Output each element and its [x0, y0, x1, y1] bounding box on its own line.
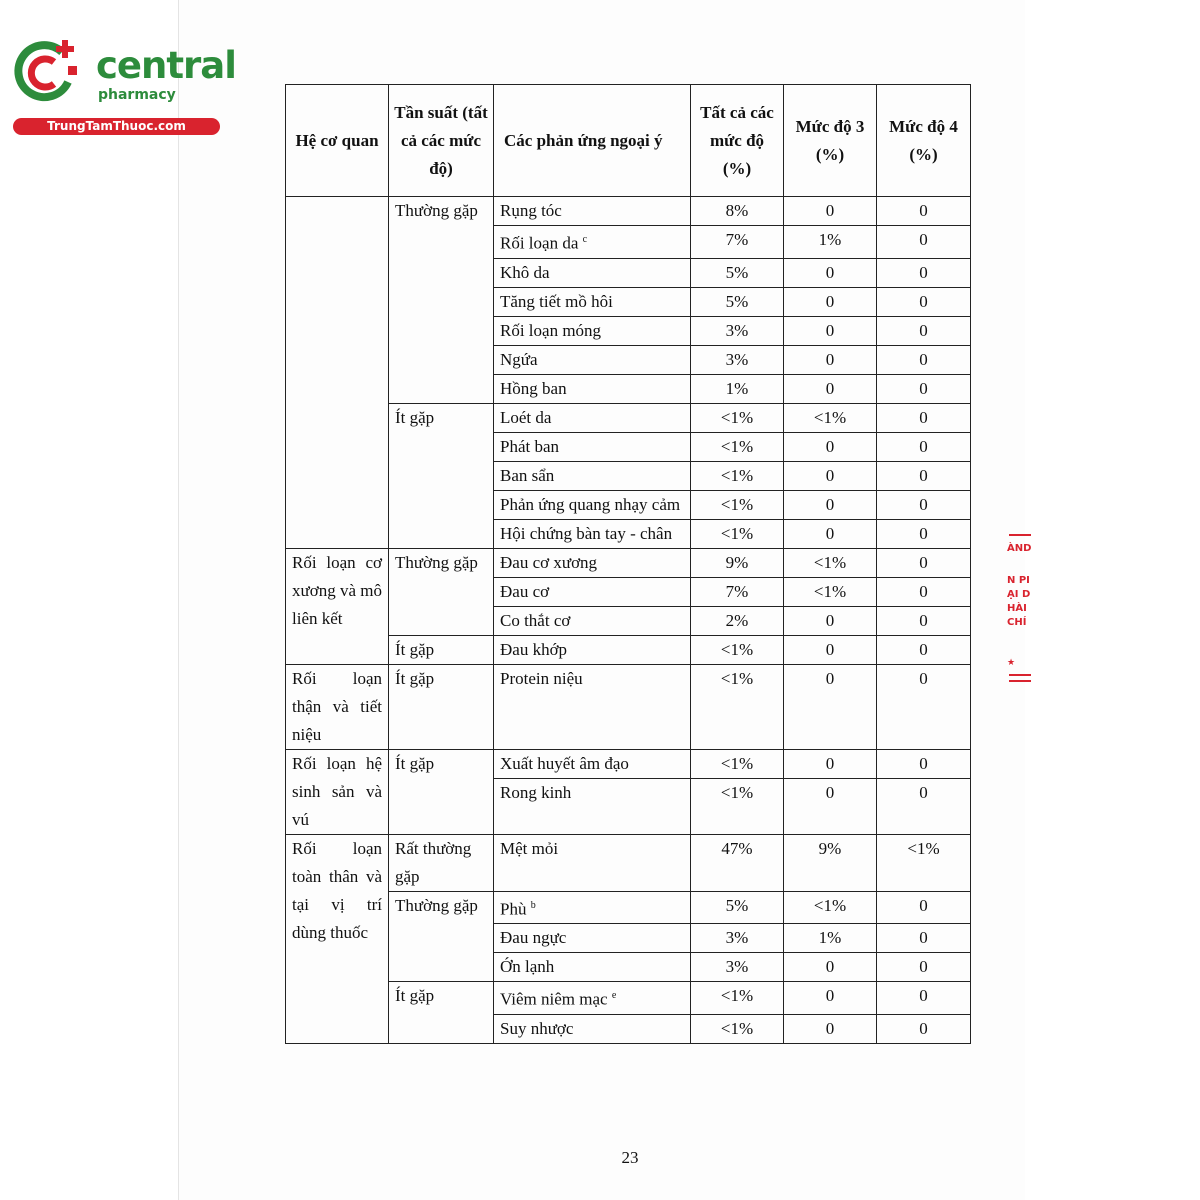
- frequency-cell: Thường gặp: [389, 891, 494, 982]
- reaction-text: Viêm niêm mạc: [500, 989, 608, 1009]
- all-grades-cell: <1%: [691, 461, 784, 490]
- table-row: [286, 834, 971, 891]
- reaction-cell: [494, 226, 691, 259]
- footnote-marker: e: [611, 990, 617, 1002]
- grade-4-cell: 0: [877, 548, 971, 577]
- grade-4-cell: 0: [877, 577, 971, 606]
- grade-3-cell: 0: [784, 258, 877, 287]
- grade-3-cell: 0: [784, 316, 877, 345]
- grade-4-cell: 0: [877, 982, 971, 1015]
- grade-4-cell: 0: [877, 197, 971, 226]
- reaction-cell: Hội chứng bàn tay - chân: [494, 519, 691, 548]
- reaction-cell: Tăng tiết mồ hôi: [494, 287, 691, 316]
- footnote-marker: c: [582, 234, 588, 245]
- all-grades-cell: 1%: [691, 374, 784, 403]
- grade-4-cell: 0: [877, 953, 971, 982]
- header-frequency: Tần suất (tất cả các mức độ): [389, 85, 494, 197]
- all-grades-cell: 2%: [691, 606, 784, 635]
- stamp-text: ẠI D: [1007, 589, 1031, 600]
- header-all-grades: Tất cả các mức độ (%): [691, 85, 784, 197]
- all-grades-cell: <1%: [691, 778, 784, 834]
- reaction-cell: Rong kinh: [494, 778, 691, 834]
- header-organ-system: Hệ cơ quan: [286, 85, 389, 197]
- reaction-cell: Phản ứng quang nhạy cảm: [494, 490, 691, 519]
- organ-cell: [286, 197, 389, 549]
- all-grades-cell: 7%: [691, 226, 784, 259]
- reaction-cell: Đau khớp: [494, 635, 691, 664]
- stamp-line: [1009, 674, 1031, 676]
- central-pharmacy-logo-icon: [10, 36, 82, 108]
- all-grades-cell: <1%: [691, 403, 784, 432]
- frequency-cell: Ít gặp: [389, 635, 494, 664]
- reaction-text: Phù: [500, 899, 527, 919]
- red-stamp: [1003, 530, 1033, 690]
- grade-4-cell: 0: [877, 778, 971, 834]
- reaction-cell: Co thắt cơ: [494, 606, 691, 635]
- reaction-cell: Protein niệu: [494, 664, 691, 749]
- table-row: [286, 635, 971, 664]
- reaction-cell: [494, 982, 691, 1015]
- grade-3-cell: 1%: [784, 226, 877, 259]
- reaction-cell: Đau cơ: [494, 577, 691, 606]
- reaction-cell: Rụng tóc: [494, 197, 691, 226]
- reaction-cell: Khô da: [494, 258, 691, 287]
- all-grades-cell: <1%: [691, 490, 784, 519]
- all-grades-cell: 9%: [691, 548, 784, 577]
- table-row: [286, 982, 971, 1015]
- grade-3-cell: <1%: [784, 891, 877, 924]
- frequency-cell: Ít gặp: [389, 403, 494, 548]
- grade-3-cell: 0: [784, 345, 877, 374]
- grade-3-cell: <1%: [784, 403, 877, 432]
- grade-3-cell: 0: [784, 1014, 877, 1043]
- reaction-cell: Phát ban: [494, 432, 691, 461]
- frequency-cell: Ít gặp: [389, 982, 494, 1044]
- grade-4-cell: 0: [877, 1014, 971, 1043]
- grade-4-cell: 0: [877, 403, 971, 432]
- organ-cell: Rối loạn toàn thân và tại vị trí dùng thuốc: [286, 834, 389, 1043]
- right-margin: [1025, 0, 1200, 1200]
- brand-site-banner: TrungTamThuoc.com: [13, 118, 220, 135]
- reaction-cell: Ớn lạnh: [494, 953, 691, 982]
- grade-4-cell: 0: [877, 374, 971, 403]
- frequency-cell: Thường gặp: [389, 548, 494, 635]
- grade-4-cell: 0: [877, 519, 971, 548]
- page-number: 23: [621, 1148, 639, 1167]
- reaction-text: Rối loạn da: [500, 233, 579, 253]
- reaction-cell: Mệt mỏi: [494, 834, 691, 891]
- table-header-row: [286, 85, 971, 197]
- frequency-cell: Rất thường gặp: [389, 834, 494, 891]
- all-grades-cell: 8%: [691, 197, 784, 226]
- header-grade-3: Mức độ 3 (%): [784, 85, 877, 197]
- grade-3-cell: 0: [784, 197, 877, 226]
- stamp-text: CHÍ: [1007, 617, 1027, 628]
- all-grades-cell: <1%: [691, 432, 784, 461]
- grade-3-cell: 0: [784, 778, 877, 834]
- grade-3-cell: 0: [784, 635, 877, 664]
- all-grades-cell: <1%: [691, 749, 784, 778]
- brand-name: central: [96, 44, 236, 87]
- table-row: [286, 403, 971, 432]
- organ-cell: Rối loạn cơ xương và mô liên kết: [286, 548, 389, 664]
- adverse-reactions-table: [285, 84, 971, 1044]
- grade-3-cell: 0: [784, 953, 877, 982]
- stamp-text: ÀND: [1007, 543, 1032, 554]
- all-grades-cell: <1%: [691, 635, 784, 664]
- grade-4-cell: 0: [877, 345, 971, 374]
- grade-4-cell: 0: [877, 924, 971, 953]
- all-grades-cell: <1%: [691, 1014, 784, 1043]
- table-row: [286, 548, 971, 577]
- all-grades-cell: <1%: [691, 664, 784, 749]
- frequency-cell: Ít gặp: [389, 749, 494, 834]
- grade-3-cell: 0: [784, 374, 877, 403]
- grade-4-cell: 0: [877, 490, 971, 519]
- grade-3-cell: 9%: [784, 834, 877, 891]
- all-grades-cell: 3%: [691, 924, 784, 953]
- all-grades-cell: 5%: [691, 891, 784, 924]
- brand-subtitle: pharmacy: [98, 87, 176, 103]
- all-grades-cell: 47%: [691, 834, 784, 891]
- grade-3-cell: 0: [784, 432, 877, 461]
- reaction-cell: Ban sẩn: [494, 461, 691, 490]
- reaction-cell: Xuất huyết âm đạo: [494, 749, 691, 778]
- grade-4-cell: 0: [877, 606, 971, 635]
- grade-3-cell: <1%: [784, 577, 877, 606]
- stamp-line: [1009, 534, 1031, 536]
- star-icon: ★: [1007, 658, 1016, 668]
- grade-3-cell: 0: [784, 606, 877, 635]
- footnote-marker: b: [530, 899, 536, 911]
- grade-4-cell: 0: [877, 258, 971, 287]
- grade-4-cell: 0: [877, 226, 971, 259]
- stamp-text: HÀI: [1007, 603, 1027, 614]
- grade-4-cell: 0: [877, 664, 971, 749]
- grade-4-cell: 0: [877, 432, 971, 461]
- reaction-cell: Đau cơ xương: [494, 548, 691, 577]
- header-grade-4: Mức độ 4 (%): [877, 85, 971, 197]
- organ-cell: Rối loạn thận và tiết niệu: [286, 664, 389, 749]
- grade-3-cell: <1%: [784, 548, 877, 577]
- grade-4-cell: 0: [877, 891, 971, 924]
- all-grades-cell: <1%: [691, 519, 784, 548]
- grade-3-cell: 0: [784, 461, 877, 490]
- table-row: [286, 749, 971, 778]
- table-row: [286, 891, 971, 924]
- reaction-cell: Loét da: [494, 403, 691, 432]
- grade-3-cell: 1%: [784, 924, 877, 953]
- all-grades-cell: 3%: [691, 345, 784, 374]
- grade-4-cell: 0: [877, 749, 971, 778]
- left-margin: [0, 0, 178, 1200]
- grade-4-cell: <1%: [877, 834, 971, 891]
- reaction-cell: Ngứa: [494, 345, 691, 374]
- table-row: [286, 664, 971, 749]
- header-reactions: Các phản ứng ngoại ý: [494, 85, 691, 197]
- grade-3-cell: 0: [784, 287, 877, 316]
- reaction-cell: Hồng ban: [494, 374, 691, 403]
- all-grades-cell: 5%: [691, 287, 784, 316]
- all-grades-cell: <1%: [691, 982, 784, 1015]
- reaction-cell: [494, 891, 691, 924]
- frequency-cell: Ít gặp: [389, 664, 494, 749]
- reaction-cell: Suy nhược: [494, 1014, 691, 1043]
- stamp-text: N PI: [1007, 575, 1030, 586]
- grade-4-cell: 0: [877, 461, 971, 490]
- frequency-cell: Thường gặp: [389, 197, 494, 404]
- grade-3-cell: 0: [784, 490, 877, 519]
- grade-4-cell: 0: [877, 287, 971, 316]
- grade-3-cell: 0: [784, 982, 877, 1015]
- organ-cell: Rối loạn hệ sinh sản và vú: [286, 749, 389, 834]
- grade-4-cell: 0: [877, 635, 971, 664]
- reaction-cell: Rối loạn móng: [494, 316, 691, 345]
- central-pharmacy-logo: [10, 36, 236, 136]
- grade-4-cell: 0: [877, 316, 971, 345]
- table-row: [286, 197, 971, 226]
- all-grades-cell: 5%: [691, 258, 784, 287]
- grade-3-cell: 0: [784, 664, 877, 749]
- all-grades-cell: 3%: [691, 953, 784, 982]
- stamp-line: [1009, 680, 1031, 682]
- all-grades-cell: 3%: [691, 316, 784, 345]
- grade-3-cell: 0: [784, 749, 877, 778]
- all-grades-cell: 7%: [691, 577, 784, 606]
- reaction-cell: Đau ngực: [494, 924, 691, 953]
- grade-3-cell: 0: [784, 519, 877, 548]
